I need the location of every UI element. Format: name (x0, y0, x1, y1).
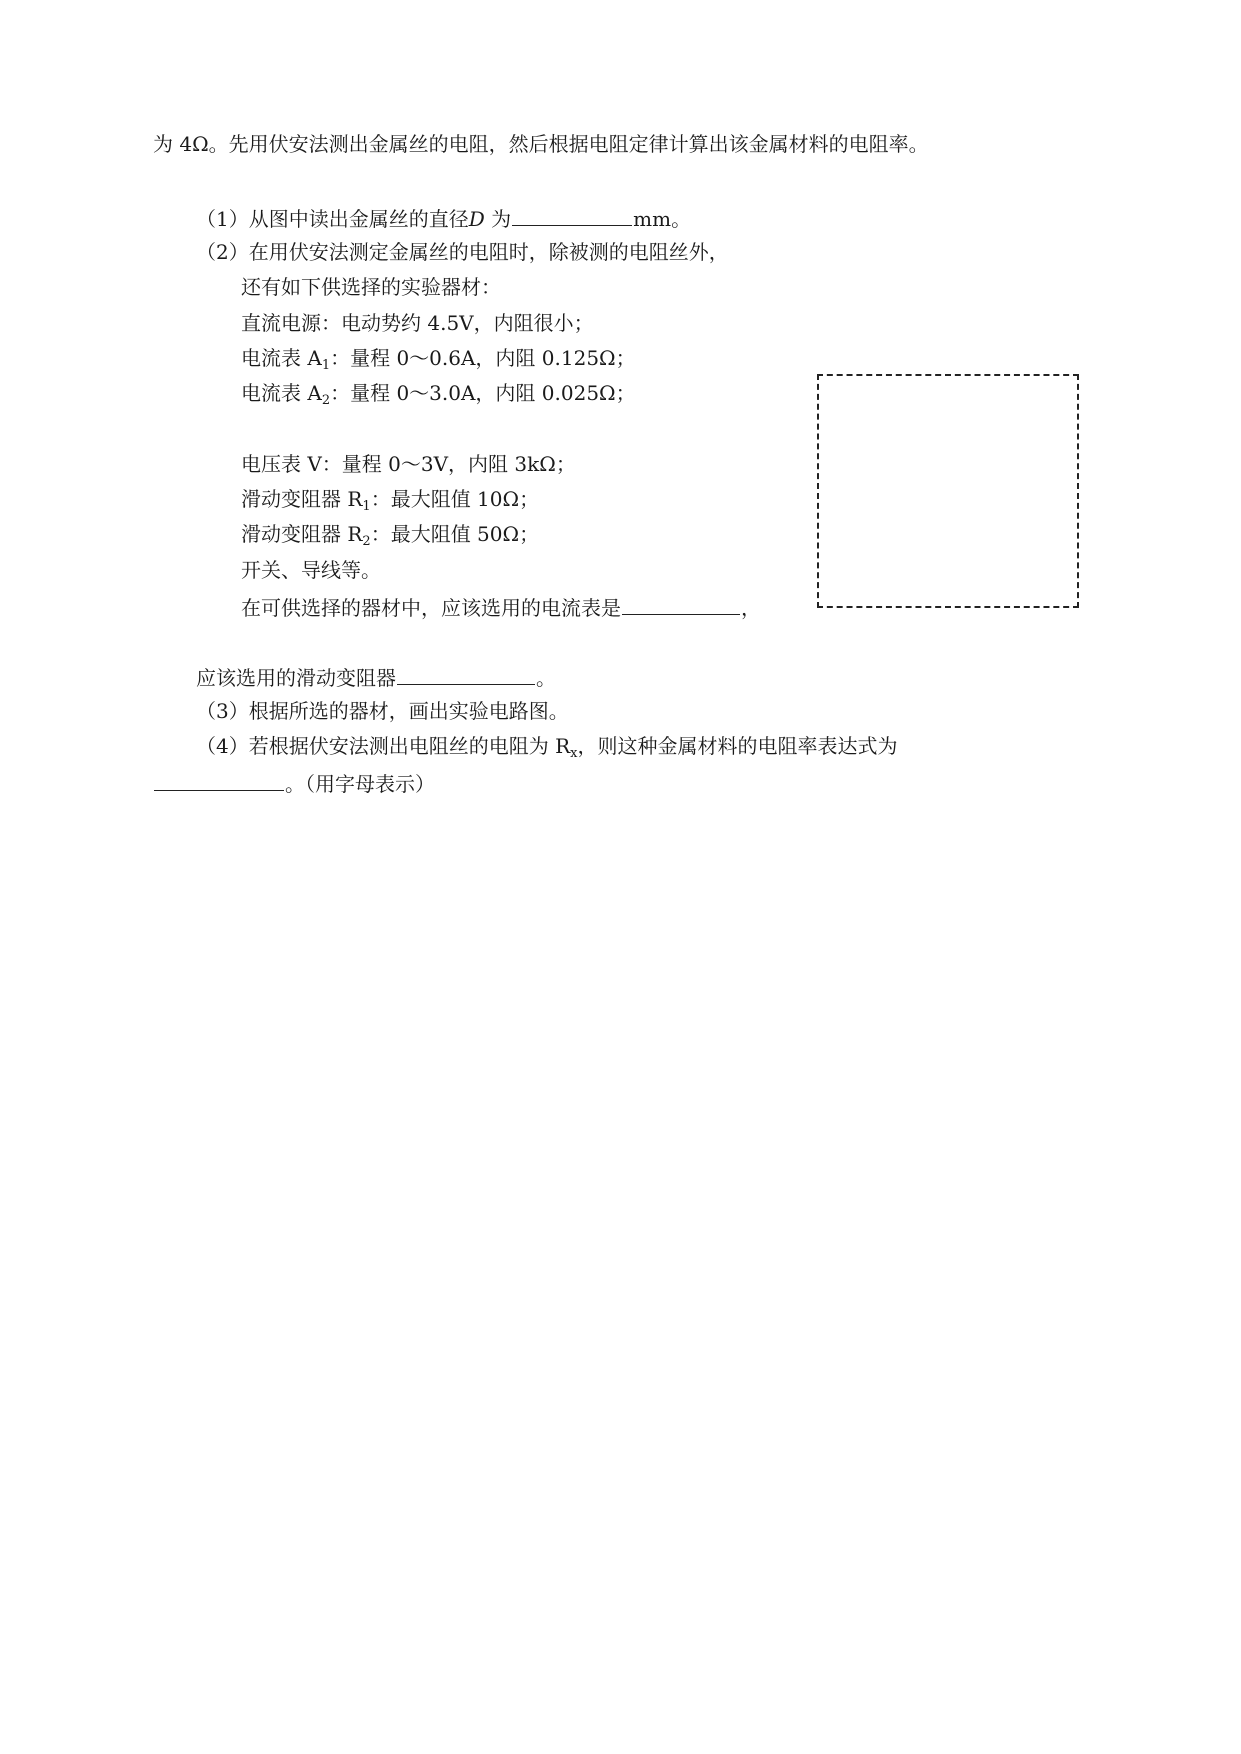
ammeter-a2-subscript: 2 (321, 393, 331, 408)
question-1-unit: mm。 (633, 207, 692, 231)
rheostat-r1-name: 滑动变阻器 R (241, 487, 363, 511)
ammeter-a2-spec: ：量程 0～3.0A，内阻 0.025Ω； (330, 381, 636, 405)
ammeter-answer-blank[interactable] (622, 592, 740, 615)
ammeter-a1-subscript: 1 (321, 358, 331, 373)
select-ammeter-text: 在可供选择的器材中，应该选用的电流表是 (241, 596, 621, 620)
ammeter-a2-name: 电流表 A (241, 381, 322, 405)
equipment-power-source: 直流电源：电动势约 4.5V，内阻很小； (241, 311, 594, 335)
question-2-line-1: （2）在用伏安法测定金属丝的电阻时，除被测的电阻丝外， (196, 240, 729, 264)
question-2-line-2: 还有如下供选择的实验器材： (241, 275, 501, 299)
resistivity-answer-blank[interactable] (154, 768, 284, 791)
equipment-ammeter-a1 (241, 344, 636, 372)
rheostat-r1-spec: ：最大阻值 10Ω； (370, 487, 540, 511)
select-rheostat-suffix: 。 (536, 666, 556, 690)
equipment-switch-wires: 开关、导线等。 (241, 558, 381, 582)
question-3: （3）根据所选的器材，画出实验电路图。 (196, 699, 569, 723)
question-4-note: 。（用字母表示） (285, 772, 435, 796)
select-ammeter-suffix: ， (741, 596, 761, 620)
question-1-middle: 为 (484, 207, 512, 231)
select-ammeter-question (241, 592, 761, 620)
question-4-line-2 (153, 768, 435, 796)
rheostat-r2-name: 滑动变阻器 R (241, 522, 363, 546)
question-4-prefix: （4）若根据伏安法测出电阻丝的电阻为 R (196, 734, 571, 758)
rheostat-r1-subscript: 1 (362, 499, 371, 514)
diameter-variable: D (468, 207, 485, 231)
intro-text: 为 4Ω。先用伏安法测出金属丝的电阻，然后根据电阻定律计算出该金属材料的电阻率。 (153, 132, 929, 156)
question-1-prefix: （1）从图中读出金属丝的直径 (196, 207, 469, 231)
diameter-answer-blank[interactable] (512, 203, 632, 226)
rheostat-r2-subscript: 2 (362, 534, 371, 549)
ammeter-a1-spec: ：量程 0～0.6A，内阻 0.125Ω； (330, 346, 636, 370)
rheostat-answer-blank[interactable] (397, 662, 535, 685)
equipment-rheostat-r1 (241, 485, 539, 513)
select-rheostat-question (196, 662, 556, 690)
select-rheostat-text: 应该选用的滑动变阻器 (196, 666, 396, 690)
question-4-suffix: ，则这种金属材料的电阻率表达式为 (577, 734, 898, 758)
question-1 (196, 203, 691, 231)
equipment-ammeter-a2 (241, 379, 636, 407)
circuit-diagram-box[interactable] (817, 374, 1079, 608)
ammeter-a1-name: 电流表 A (241, 346, 322, 370)
question-4-line-1 (196, 732, 897, 760)
resistance-x-subscript: x (570, 746, 578, 761)
equipment-voltmeter: 电压表 V：量程 0～3V，内阻 3kΩ； (241, 452, 576, 476)
equipment-rheostat-r2 (241, 520, 539, 548)
rheostat-r2-spec: ：最大阻值 50Ω； (370, 522, 540, 546)
